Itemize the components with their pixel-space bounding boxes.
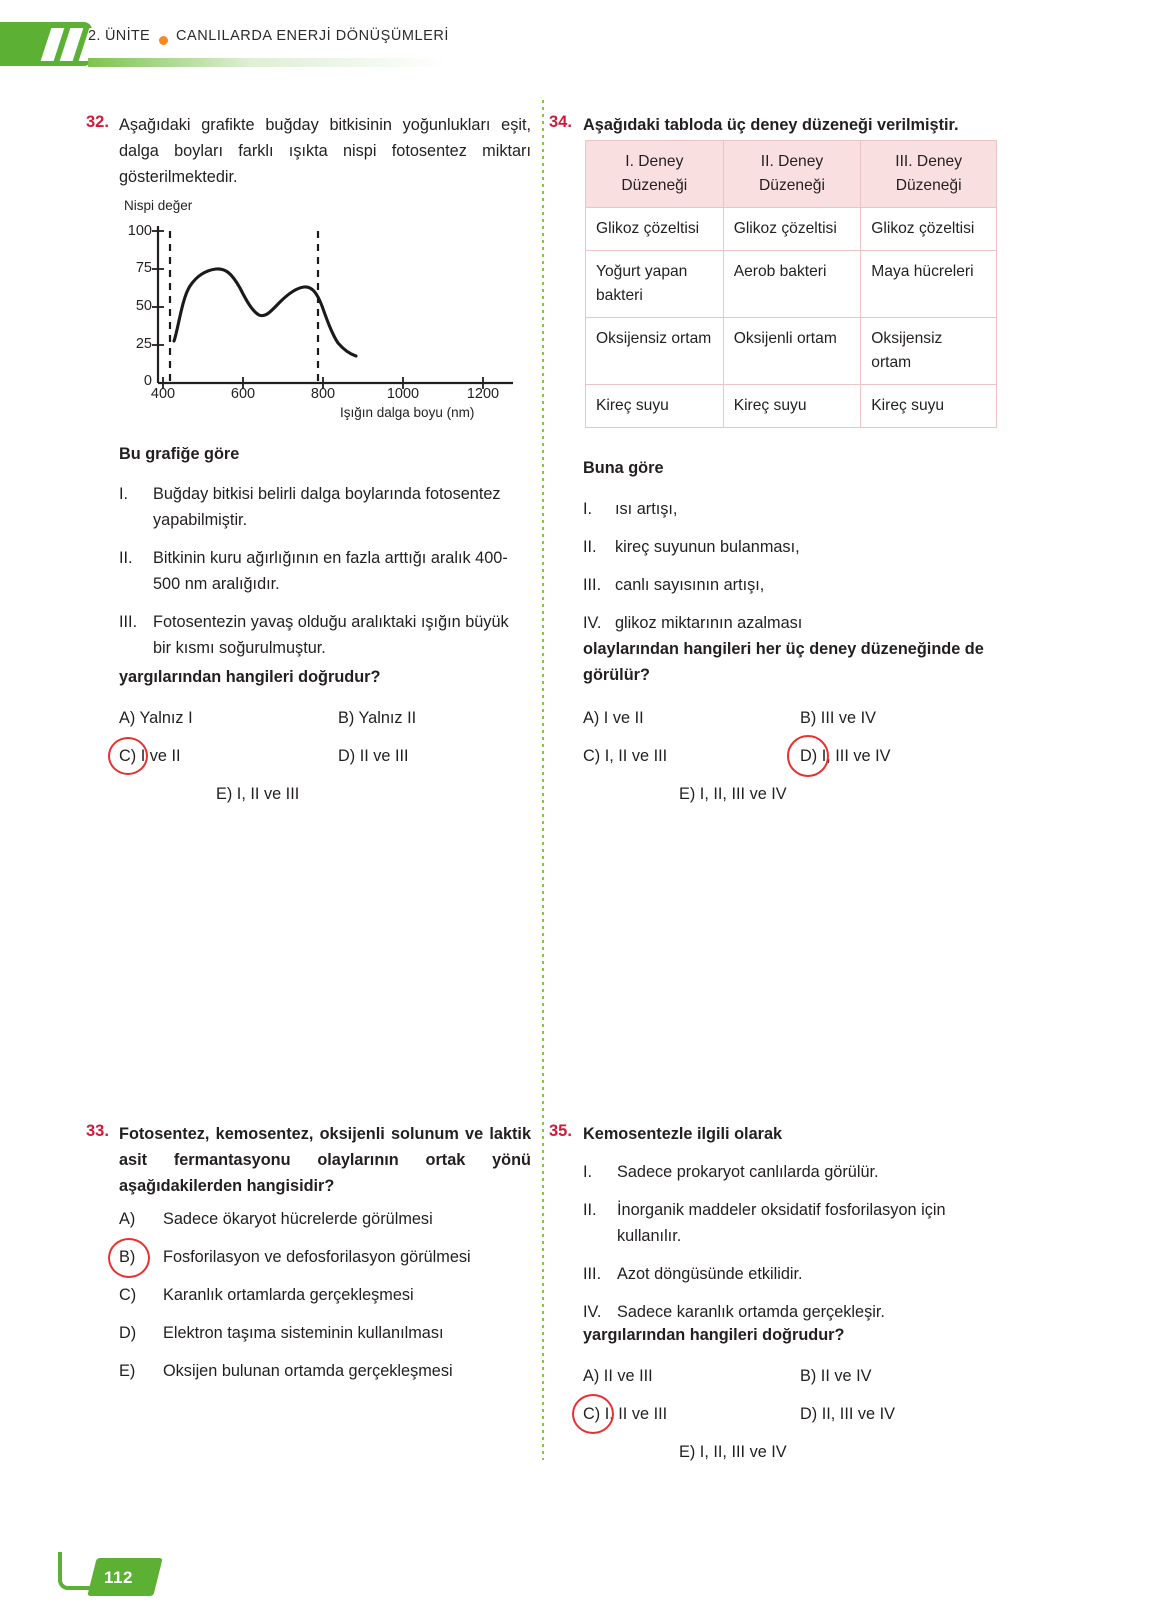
page-footer [0, 1514, 1151, 1624]
question-34-option-c[interactable]: C) I, II ve III [583, 747, 668, 765]
unit-title: CANLILARDA ENERJİ DÖNÜŞÜMLERİ [176, 28, 449, 44]
question-32-option-e[interactable]: E) I, II ve III [216, 785, 300, 803]
chart-y-tick: 25 [135, 336, 152, 352]
option-letter: C) [119, 1286, 137, 1304]
question-33-number: 33. [86, 1122, 109, 1140]
statement-text: Buğday bitkisi belirli dalga boylarında fotosentez yapabilmiştir. [153, 485, 501, 529]
statement-label: I. [119, 485, 129, 503]
table-cell: Kireç suyu [723, 385, 861, 428]
question-33-option-d[interactable] [119, 1320, 539, 1346]
statement-row [119, 609, 531, 661]
chart-y-tick: 75 [135, 260, 152, 276]
chart-y-axis-label: Nispi değer [124, 198, 193, 213]
question-35-option-a[interactable]: A) II ve III [583, 1367, 653, 1385]
option-text: Oksijen bulunan ortamda gerçekleşmesi [163, 1362, 453, 1380]
table-row [586, 208, 997, 251]
option-text: Elektron taşıma sisteminin kullanılması [163, 1324, 444, 1342]
question-35-option-e[interactable]: E) I, II, III ve IV [679, 1443, 787, 1461]
statement-text: İnorganik maddeler oksidatif fosforilasyon için kullanılır. [617, 1201, 946, 1245]
question-33-option-c[interactable] [119, 1282, 539, 1308]
option-letter: B) [119, 1248, 136, 1266]
question-34-option-b[interactable]: B) III ve IV [800, 709, 877, 727]
table-header-cell: II. Deney Düzeneği [723, 141, 861, 208]
question-35-option-b[interactable]: B) II ve IV [800, 1367, 872, 1385]
question-35-option-d[interactable]: D) II, III ve IV [800, 1405, 895, 1423]
table-row [586, 318, 997, 385]
table-cell: Aerob bakteri [723, 251, 861, 318]
chart-x-tick: 400 [150, 386, 176, 402]
chart-y-tick: 50 [135, 298, 152, 314]
chart-plot-area [118, 198, 518, 398]
question-33-stem: Fotosentez, kemosentez, oksijenli solunum ve laktik asit fermantasyonu olaylarının ortak yönü aşağıdakilerden hangisidir? [119, 1125, 531, 1195]
table-cell: Kireç suyu [586, 385, 724, 428]
statement-label: I. [583, 1163, 593, 1181]
table-cell: Glikoz çözeltisi [586, 208, 724, 251]
statement-label: III. [119, 613, 138, 631]
statement-row [583, 1159, 1013, 1185]
question-32-stem: Aşağıdaki grafikte buğday bitkisinin yoğunlukları eşit, dalga boyları farklı ışıkta nispi fotosentez miktarı gösterilmektedir. [119, 116, 531, 186]
question-32-option-a[interactable]: A) Yalnız I [119, 709, 193, 727]
question-32-option-b[interactable]: B) Yalnız II [338, 709, 417, 727]
option-text: Fosforilasyon ve defosforilasyon görülmesi [163, 1248, 471, 1266]
question-35-statements [583, 1159, 1013, 1337]
chart-x-tick: 600 [230, 386, 256, 402]
statement-label: III. [583, 1265, 602, 1283]
question-35-prompt: yargılarından hangileri doğrudur? [583, 1326, 845, 1344]
chart-x-axis-label: Işığın dalga boyu (nm) [340, 405, 475, 420]
option-letter: A) [119, 1210, 136, 1228]
statement-row [583, 1261, 1013, 1287]
option-letter: E) [119, 1362, 136, 1380]
question-34-stem: Aşağıdaki tabloda üç deney düzeneği verilmiştir. [583, 116, 959, 134]
statement-label: II. [119, 549, 133, 567]
statement-text: Bitkinin kuru ağırlığının en fazla arttığı aralık 400-500 nm aralığıdır. [153, 549, 508, 593]
question-35-number: 35. [549, 1122, 572, 1140]
table-header-cell: III. Deney Düzeneği [861, 141, 997, 208]
table-cell: Glikoz çözeltisi [861, 208, 997, 251]
table-cell: Kireç suyu [861, 385, 997, 428]
statement-label: IV. [583, 1303, 602, 1321]
table-header-row [586, 141, 997, 208]
statement-text: Fotosentezin yavaş olduğu aralıktaki ışığın büyük bir kısmı soğurulmuştur. [153, 613, 509, 657]
statement-text: Azot döngüsünde etkilidir. [617, 1265, 803, 1283]
experiment-setups-table [585, 140, 997, 428]
statement-row [583, 534, 1013, 560]
option-text: Karanlık ortamlarda gerçekleşmesi [163, 1286, 414, 1304]
statement-text: glikoz miktarının azalması [615, 614, 803, 632]
page-number-label: 112 [104, 1568, 133, 1587]
table-row [586, 251, 997, 318]
chart-y-tick: 100 [127, 223, 152, 239]
question-32-prompt: yargılarından hangileri doğrudur? [119, 668, 381, 686]
question-32-number: 32. [86, 113, 109, 131]
unit-label: 2. ÜNİTE [88, 28, 151, 44]
chart-x-tick: 1000 [386, 386, 420, 402]
statement-label: II. [583, 1201, 597, 1219]
statement-row [583, 1197, 1013, 1249]
question-34-number: 34. [549, 113, 572, 131]
page-header [0, 22, 1151, 68]
statement-label: II. [583, 538, 597, 556]
question-34-lead: Buna göre [583, 459, 664, 477]
statement-row [583, 572, 1013, 598]
table-cell: Oksijensiz ortam [861, 318, 997, 385]
table-header-cell: I. Deney Düzeneği [586, 141, 724, 208]
chart-x-tick: 1200 [466, 386, 500, 402]
statement-row [119, 481, 531, 533]
question-35-stem: Kemosentezle ilgili olarak [583, 1125, 783, 1143]
question-32-statements [119, 481, 531, 673]
question-32-option-d[interactable]: D) II ve III [338, 747, 409, 765]
table-cell: Yoğurt yapan bakteri [586, 251, 724, 318]
statement-text: Sadece karanlık ortamda gerçekleşir. [617, 1303, 885, 1321]
statement-text: kireç suyunun bulanması, [615, 538, 800, 556]
question-33-option-b[interactable] [119, 1244, 539, 1270]
question-34-option-a[interactable]: A) I ve II [583, 709, 644, 727]
chart-x-tick: 800 [310, 386, 336, 402]
statement-text: Sadece prokaryot canlılarda görülür. [617, 1163, 879, 1181]
option-letter: D) [119, 1324, 137, 1342]
statement-label: IV. [583, 614, 602, 632]
statement-label: III. [583, 576, 602, 594]
statement-row [119, 545, 531, 597]
footer-hook-decoration [58, 1552, 92, 1590]
question-33-option-e[interactable] [119, 1358, 539, 1384]
question-34-option-e[interactable]: E) I, II, III ve IV [679, 785, 787, 803]
question-33-option-a[interactable] [119, 1206, 539, 1232]
statement-row [583, 610, 1013, 636]
question-34-option-d[interactable]: D) I, III ve IV [800, 747, 891, 765]
bullet-dot-icon [159, 36, 168, 45]
chart-curve-series [174, 269, 356, 356]
table-cell: Maya hücreleri [861, 251, 997, 318]
table-cell: Glikoz çözeltisi [723, 208, 861, 251]
question-32-lead: Bu grafiğe göre [119, 445, 240, 463]
statement-label: I. [583, 500, 593, 518]
table-cell: Oksijensiz ortam [586, 318, 724, 385]
table-row [586, 385, 997, 428]
question-34-prompt: olaylarından hangileri her üç deney düzeneğinde de görülür? [583, 640, 984, 684]
statement-text: canlı sayısının artışı, [615, 576, 765, 594]
header-fade-bar [88, 58, 448, 67]
table-cell: Oksijenli ortam [723, 318, 861, 385]
photosynthesis-chart [118, 198, 518, 428]
option-text: Sadece ökaryot hücrelerde görülmesi [163, 1210, 433, 1228]
statement-text: ısı artışı, [615, 500, 678, 518]
question-34-statements [583, 496, 1013, 648]
chart-y-tick: 0 [143, 373, 152, 389]
question-35-option-c[interactable]: C) I, II ve III [583, 1405, 668, 1423]
column-divider [542, 100, 544, 1460]
question-32-option-c[interactable]: C) I ve II [119, 747, 181, 765]
statement-row [583, 496, 1013, 522]
